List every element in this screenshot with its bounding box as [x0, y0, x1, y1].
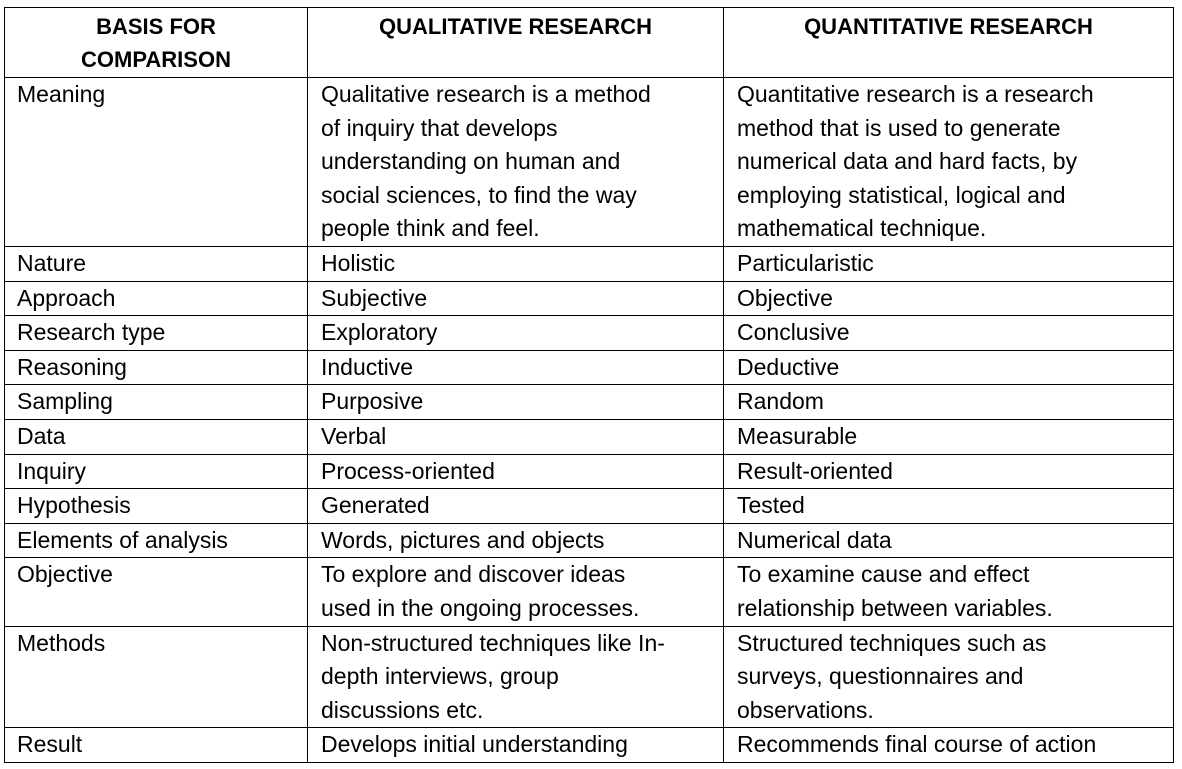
qualitative-cell: Purposive — [308, 385, 724, 420]
qualitative-cell: Inductive — [308, 350, 724, 385]
quantitative-cell: Random — [724, 385, 1174, 420]
quantitative-cell: Particularistic — [724, 246, 1174, 281]
basis-cell: Meaning — [5, 78, 308, 247]
table-row — [5, 728, 1174, 763]
basis-cell: Elements of analysis — [5, 523, 308, 558]
quantitative-cell: To examine cause and effect relationship between variables. — [724, 558, 1174, 626]
qualitative-cell: To explore and discover ideas used in the ongoing processes. — [308, 558, 724, 626]
quantitative-cell: Result-oriented — [724, 454, 1174, 489]
header-quantitative: QUANTITATIVE RESEARCH — [724, 8, 1174, 78]
qualitative-cell: Words, pictures and objects — [308, 523, 724, 558]
qualitative-cell: Non-structured techniques like In- depth interviews, group discussions etc. — [308, 626, 724, 728]
table-body — [5, 78, 1174, 763]
qualitative-cell: Verbal — [308, 419, 724, 454]
table-row — [5, 78, 1174, 247]
basis-cell: Hypothesis — [5, 489, 308, 524]
quantitative-cell: Numerical data — [724, 523, 1174, 558]
qualitative-cell: Holistic — [308, 246, 724, 281]
basis-cell: Result — [5, 728, 308, 763]
basis-cell: Nature — [5, 246, 308, 281]
comparison-table — [4, 7, 1174, 763]
table-row — [5, 246, 1174, 281]
basis-cell: Inquiry — [5, 454, 308, 489]
basis-cell: Reasoning — [5, 350, 308, 385]
quantitative-cell: Tested — [724, 489, 1174, 524]
table-row — [5, 558, 1174, 626]
table-row — [5, 281, 1174, 316]
header-qualitative: QUALITATIVE RESEARCH — [308, 8, 724, 78]
table-row — [5, 316, 1174, 351]
basis-cell: Approach — [5, 281, 308, 316]
qualitative-cell: Subjective — [308, 281, 724, 316]
quantitative-cell: Quantitative research is a research method that is used to generate numerical data and hard facts, by employing statistical, logical and mathematical technique. — [724, 78, 1174, 247]
qualitative-cell: Develops initial understanding — [308, 728, 724, 763]
table-row — [5, 454, 1174, 489]
qualitative-cell: Exploratory — [308, 316, 724, 351]
table-row — [5, 523, 1174, 558]
quantitative-cell: Deductive — [724, 350, 1174, 385]
table-row — [5, 350, 1174, 385]
basis-cell: Methods — [5, 626, 308, 728]
quantitative-cell: Measurable — [724, 419, 1174, 454]
quantitative-cell: Structured techniques such as surveys, questionnaires and observations. — [724, 626, 1174, 728]
qualitative-cell: Qualitative research is a method of inquiry that develops understanding on human and social sciences, to find the way people think and feel. — [308, 78, 724, 247]
table-row — [5, 385, 1174, 420]
quantitative-cell: Conclusive — [724, 316, 1174, 351]
table-row — [5, 489, 1174, 524]
qualitative-cell: Process-oriented — [308, 454, 724, 489]
qualitative-cell: Generated — [308, 489, 724, 524]
header-row — [5, 8, 1174, 78]
basis-cell: Sampling — [5, 385, 308, 420]
basis-cell: Data — [5, 419, 308, 454]
table-row — [5, 626, 1174, 728]
basis-cell: Research type — [5, 316, 308, 351]
basis-cell: Objective — [5, 558, 308, 626]
table-row — [5, 419, 1174, 454]
quantitative-cell: Recommends final course of action — [724, 728, 1174, 763]
header-basis: BASIS FOR COMPARISON — [5, 8, 308, 78]
quantitative-cell: Objective — [724, 281, 1174, 316]
